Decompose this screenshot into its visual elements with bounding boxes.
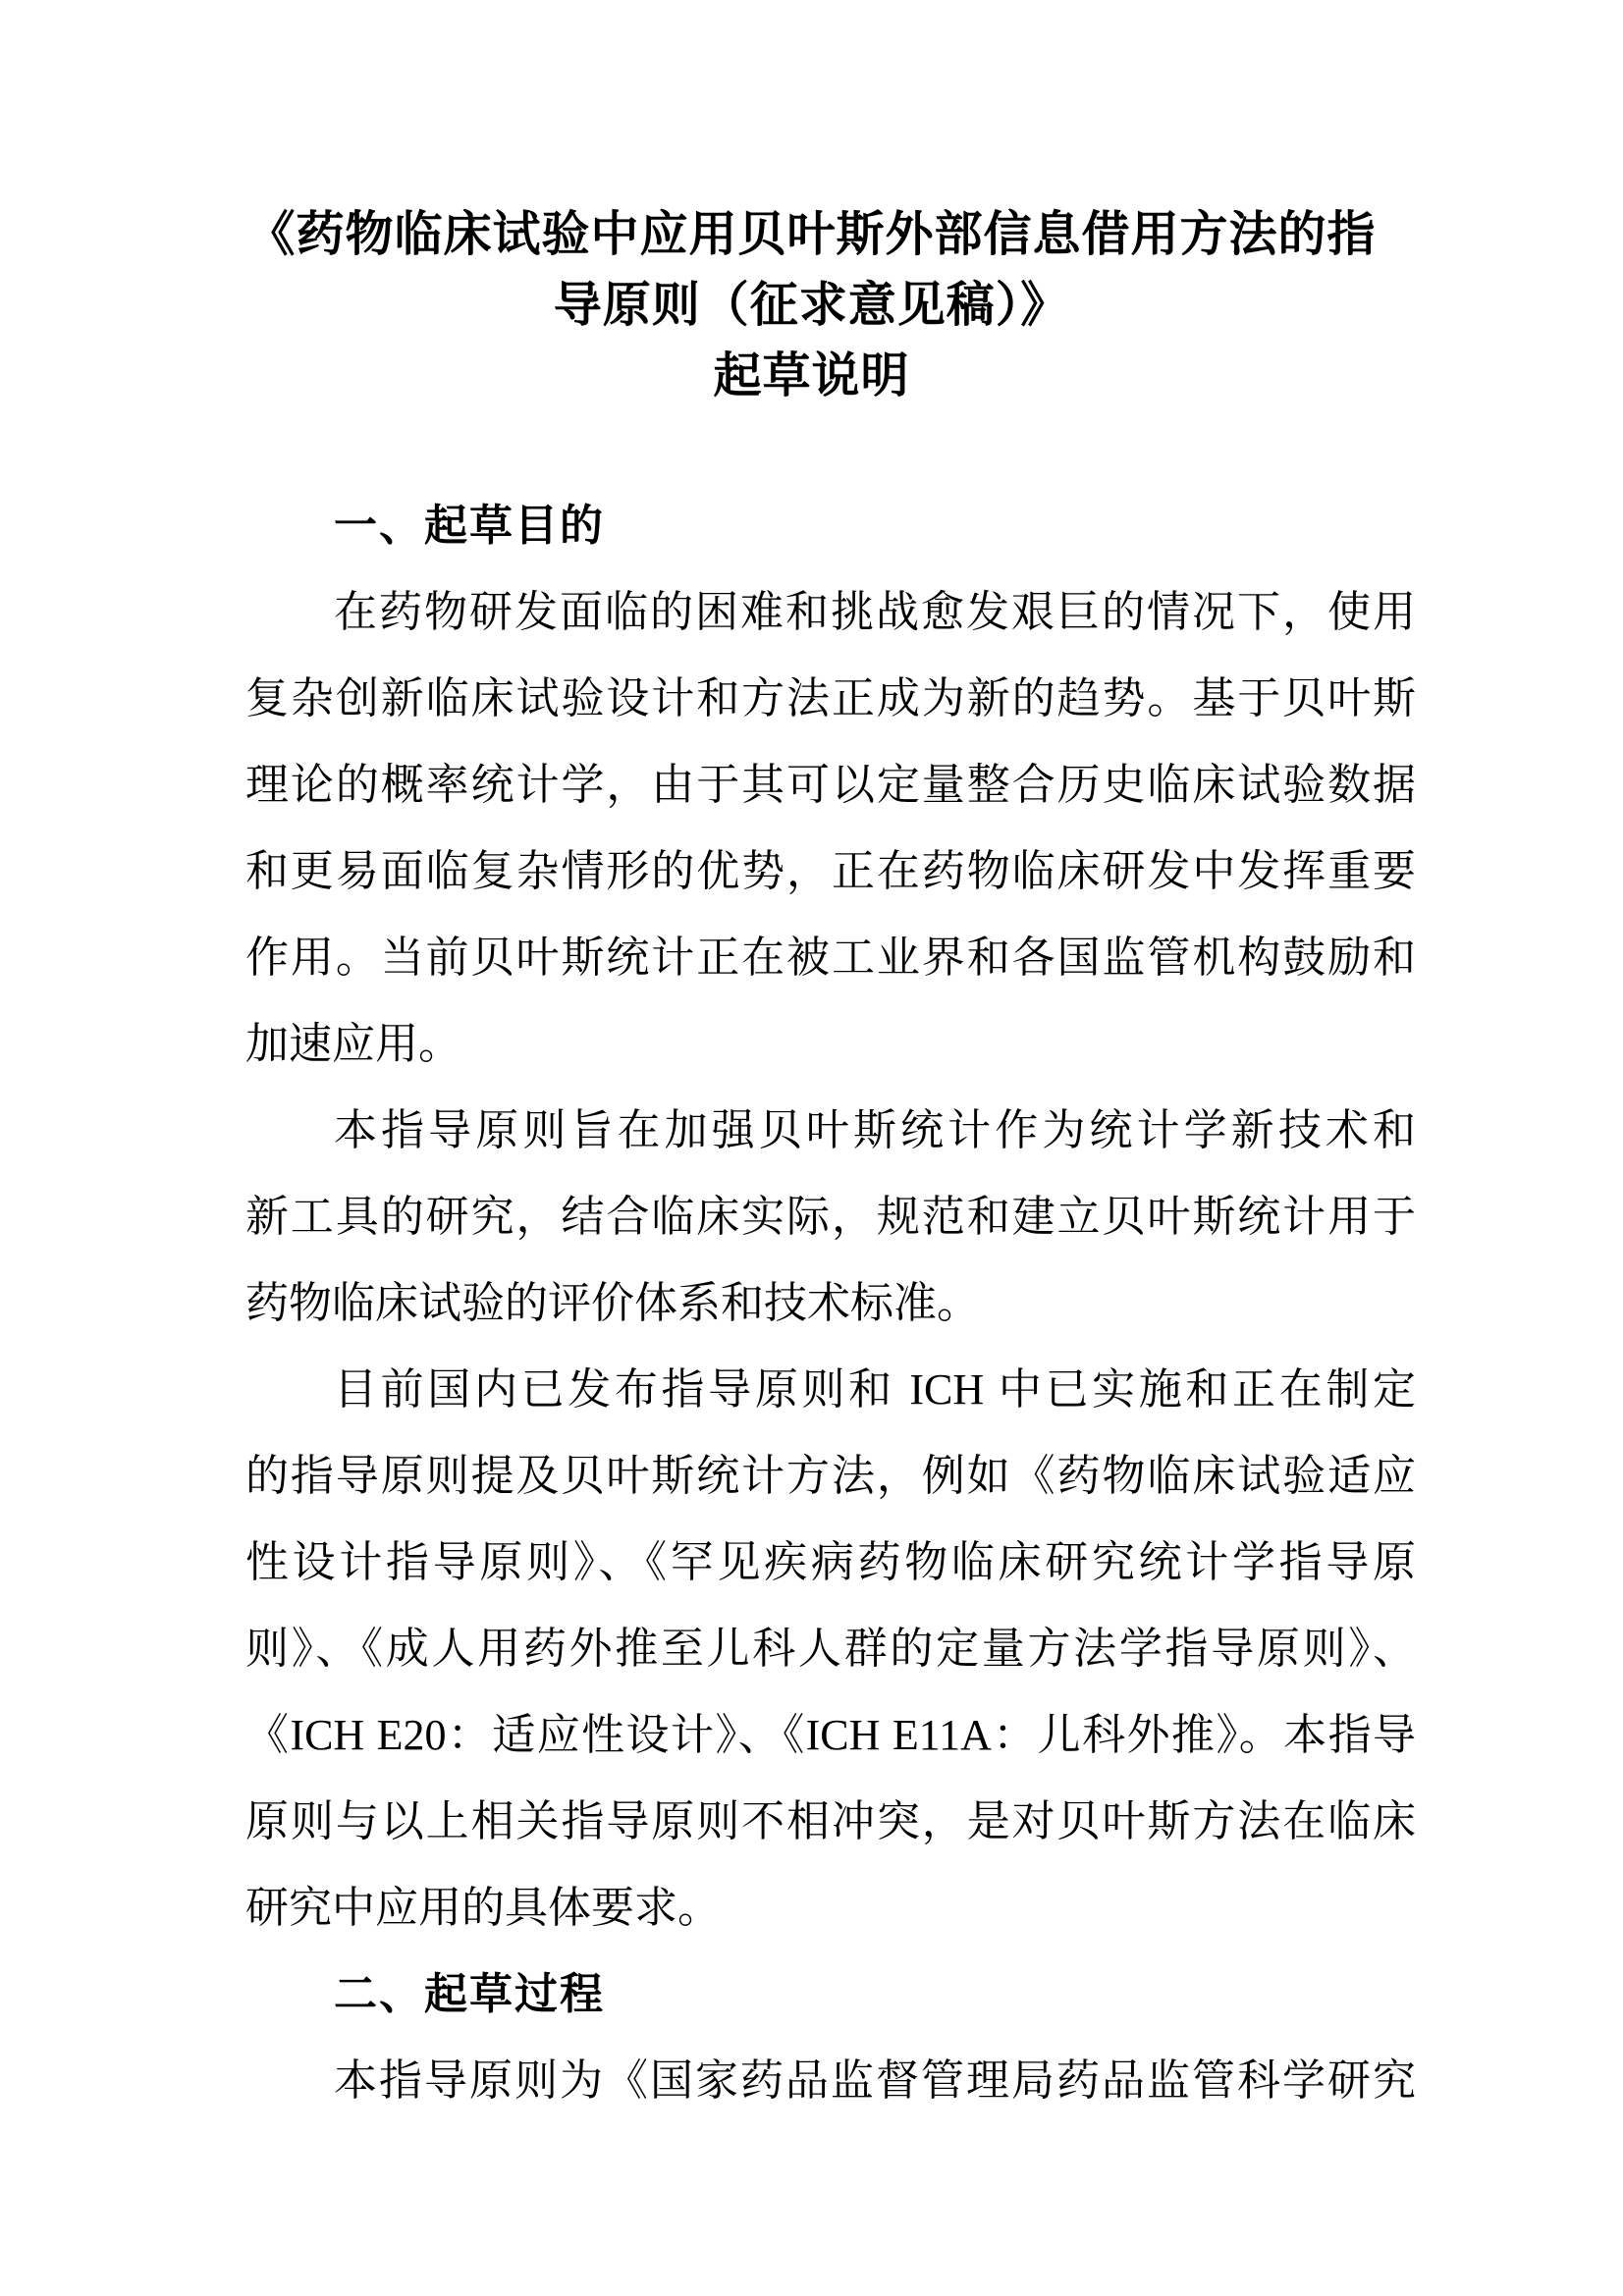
document-title	[172, 199, 1451, 411]
paragraph-line: 理论的概率统计学，由于其可以定量整合历史临床试验数据	[245, 761, 1416, 809]
title-line: 起草说明	[713, 348, 910, 402]
document-body	[245, 483, 1416, 2124]
section-heading: 一、起草目的	[334, 502, 605, 550]
paragraph-line: 作用。当前贝叶斯统计正在被工业界和各国监管机构鼓励和	[245, 934, 1416, 982]
paragraph-line: 则》、《成人用药外推至儿科人群的定量方法学指导原则》、	[245, 1625, 1416, 1673]
title-line: 《药物临床试验中应用贝叶斯外部信息借用方法的指	[246, 207, 1377, 261]
paragraph-line: 在药物研发面临的困难和挑战愈发艰巨的情况下，使用	[334, 588, 1416, 636]
paragraph-line: 原则与以上相关指导原则不相冲突，是对贝叶斯方法在临床	[245, 1797, 1416, 1845]
paragraph-line: 的指导原则提及贝叶斯统计方法，例如《药物临床试验适应	[245, 1452, 1416, 1500]
paragraph-line: 本指导原则旨在加强贝叶斯统计作为统计学新技术和	[334, 1106, 1416, 1154]
paragraph-line: 研究中应用的具体要求。	[245, 1884, 721, 1932]
paragraph-line: 本指导原则为《国家药品监督管理局药品监管科学研究	[334, 2056, 1416, 2105]
paragraph-line: 《ICH E20：适应性设计》、《ICH E11A：儿科外推》。本指导	[245, 1711, 1416, 1759]
paragraph-line: 复杂创新临床试验设计和方法正成为新的趋势。基于贝叶斯	[245, 674, 1416, 722]
paragraph-line: 药物临床试验的评价体系和技术标准。	[245, 1279, 980, 1327]
paragraph-line: 目前国内已发布指导原则和 ICH 中已实施和正在制定	[334, 1365, 1416, 1414]
paragraph-line: 新工具的研究，结合临床实际，规范和建立贝叶斯统计用于	[245, 1193, 1416, 1241]
paragraph-line: 加速应用。	[245, 1020, 461, 1068]
paragraph-line: 和更易面临复杂情形的优势，正在药物临床研发中发挥重要	[245, 847, 1416, 895]
paragraph-line: 性设计指导原则》、《罕见疾病药物临床研究统计学指导原	[245, 1538, 1416, 1586]
title-line: 导原则（征求意见稿）》	[553, 278, 1070, 332]
section-heading: 二、起草过程	[334, 1970, 605, 2018]
